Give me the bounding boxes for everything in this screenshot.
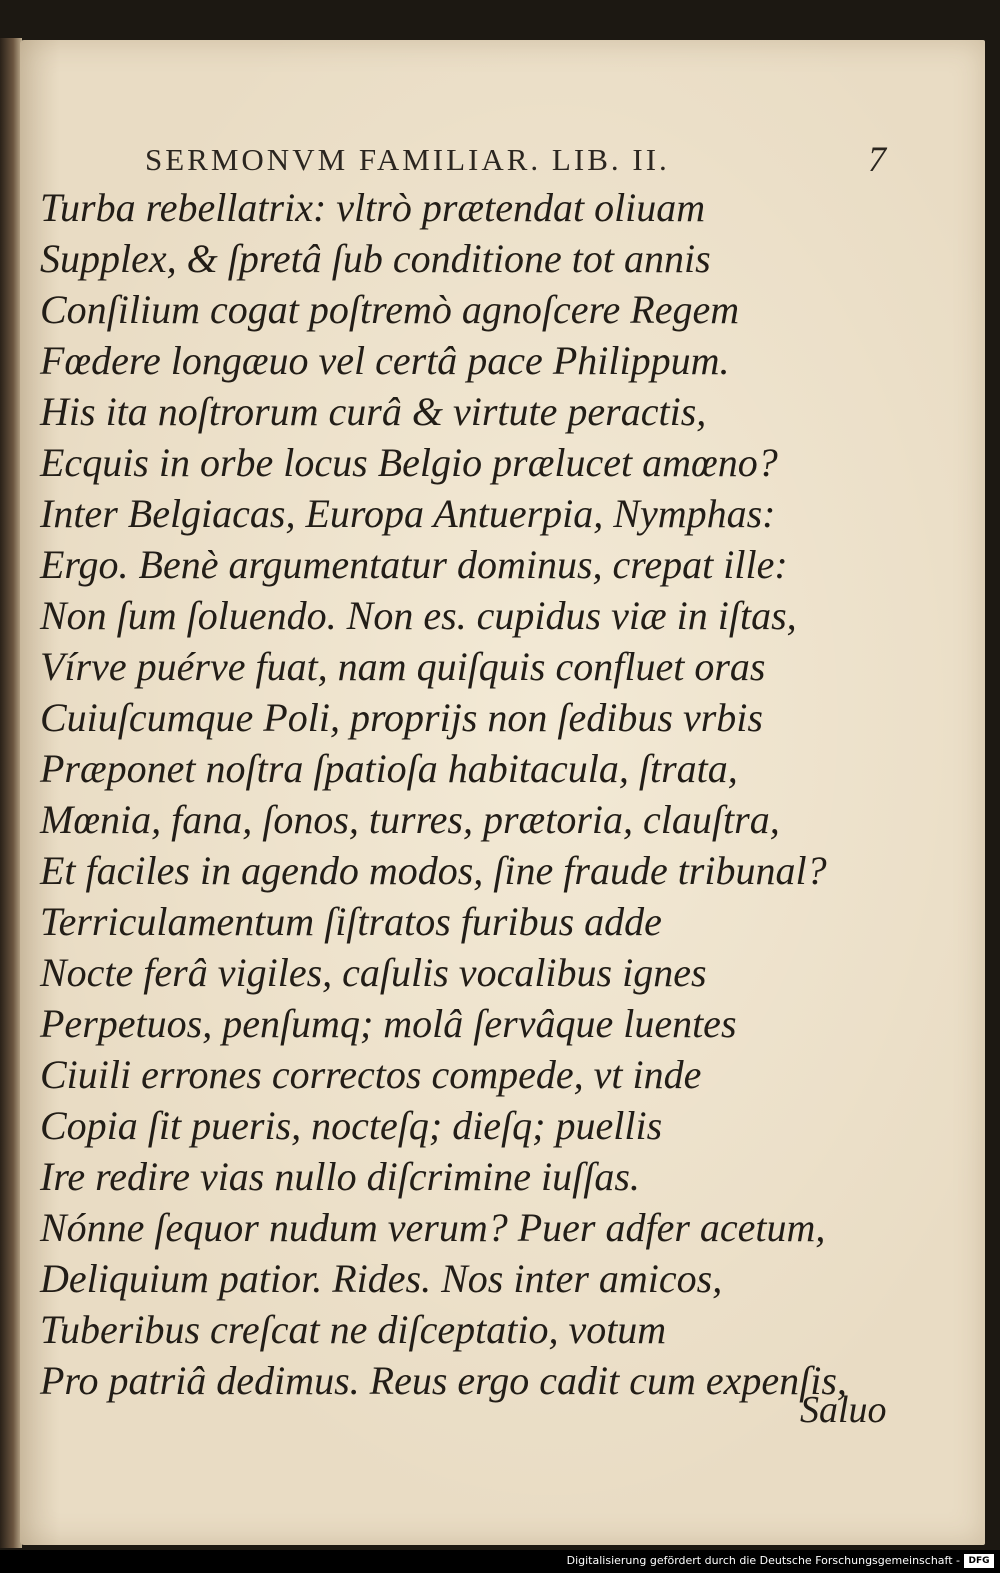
verse-line: Copia ſit pueris, nocteſq; dieſq; puellis	[40, 1103, 663, 1148]
verse-line: Ecquis in orbe locus Belgio prælucet amœno?	[40, 440, 778, 485]
verse-text	[40, 182, 920, 1406]
verse-line: Ire redire vias nullo diſcrimine iuſſas.	[40, 1154, 640, 1199]
verse-line: Supplex, & ſpretâ ſub conditione tot annis	[40, 236, 711, 281]
verse-line: Nocte ferâ vigiles, caſulis vocalibus ignes	[40, 950, 707, 995]
page-number: 7	[868, 139, 886, 179]
verse-line: Fœdere longæuo vel certâ pace Philippum.	[40, 338, 730, 383]
verse-line: Cuiuſcumque Poli, proprijs non ſedibus vrbis	[40, 695, 763, 740]
dfg-logo: DFG	[964, 1554, 994, 1568]
verse-line: His ita noſtrorum curâ & virtute peractis,	[40, 389, 707, 434]
verse-line: Deliquium patior. Rides. Nos inter amicos,	[40, 1256, 723, 1301]
verse-line: Pro patriâ dedimus. Reus ergo cadit cum expenſis,	[40, 1358, 847, 1403]
verse-line: Mœnia, fana, ſonos, turres, prætoria, clauſtra,	[40, 797, 780, 842]
verse-line: Inter Belgiacas, Europa Antuerpia, Nymphas:	[40, 491, 776, 536]
verse-line: Ciuili errones correctos compede, vt inde	[40, 1052, 702, 1097]
book-spine-edge	[0, 38, 22, 1548]
verse-line: Terriculamentum ſiſtratos furibus adde	[40, 899, 662, 944]
verse-line: Et faciles in agendo modos, ſine fraude tribunal?	[40, 848, 827, 893]
verse-line: Tuberibus creſcat ne diſceptatio, votum	[40, 1307, 667, 1352]
verse-line: Nónne ſequor nudum verum? Puer adfer acetum,	[40, 1205, 826, 1250]
running-head: SERMONVM FAMILIAR. LIB. II.	[145, 142, 670, 177]
digitization-footer	[0, 1550, 1000, 1573]
verse-line: Ergo. Benè argumentatur dominus, crepat ille:	[40, 542, 788, 587]
catchword: Saluo	[800, 1389, 887, 1431]
verse-line: Perpetuos, penſumq; molâ ſervâque luentes	[40, 1001, 737, 1046]
verse-line: Præponet noſtra ſpatioſa habitacula, ſtrata,	[40, 746, 738, 791]
verse-line: Non ſum ſoluendo. Non es. cupidus viæ in iſtas,	[40, 593, 797, 638]
verse-line: Turba rebellatrix: vltrò prætendat oliuam	[40, 185, 706, 230]
verse-line: Conſilium cogat poſtremò agnoſcere Regem	[40, 287, 740, 332]
funding-credit: Digitalisierung gefördert durch die Deutsche Forschungsgemeinschaft -	[566, 1554, 960, 1567]
verse-line: Vírve puérve fuat, nam quiſquis confluet oras	[40, 644, 766, 689]
